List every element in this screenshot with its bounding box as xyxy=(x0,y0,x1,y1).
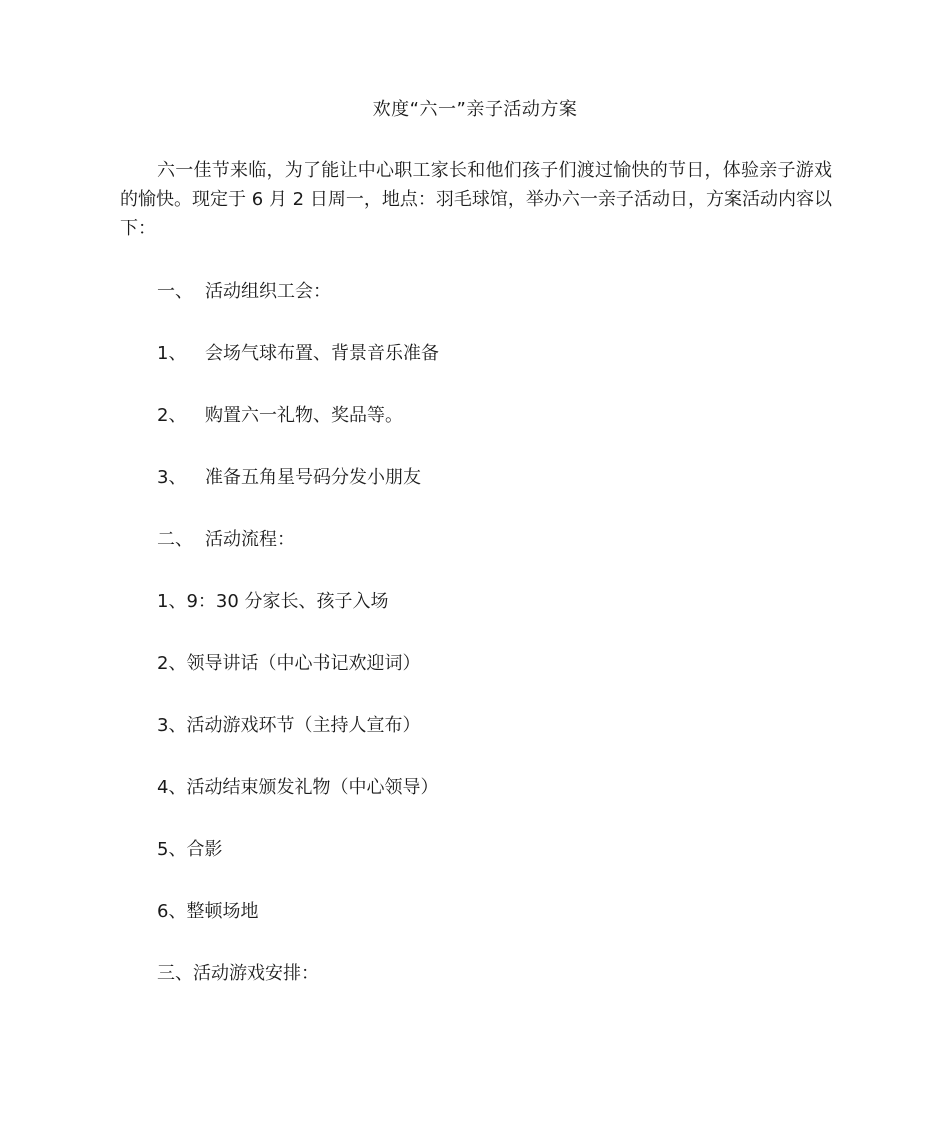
list-item-number: 2、 xyxy=(157,405,187,426)
list-item xyxy=(157,341,439,367)
intro-paragraph: 六一佳节来临，为了能让中心职工家长和他们孩子们渡过愉快的节日，体验亲子游戏的愉快。现定于 6 月 2 日周一，地点：羽毛球馆，举办六一亲子活动日，方案活动内容以下： xyxy=(120,160,832,239)
flow-step: 5、合影 xyxy=(157,839,223,860)
section-2-title: 活动流程： xyxy=(205,529,295,550)
list-item-number: 1、 xyxy=(157,343,187,364)
section-1-title: 活动组织工会： xyxy=(205,281,331,302)
section-1-number: 一、 xyxy=(157,281,193,302)
document-title: 欢度“六一”亲子活动方案 xyxy=(372,99,578,120)
section-2-heading xyxy=(157,527,295,553)
section-3-heading: 三、活动游戏安排： xyxy=(157,963,319,984)
list-item-text: 准备五角星号码分发小朋友 xyxy=(205,467,421,488)
flow-step: 2、领导讲话（中心书记欢迎词） xyxy=(157,653,421,674)
flow-step: 4、活动结束颁发礼物（中心领导） xyxy=(157,777,439,798)
flow-step: 6、整顿场地 xyxy=(157,901,259,922)
list-item xyxy=(157,465,421,491)
list-item-text: 会场气球布置、背景音乐准备 xyxy=(205,343,439,364)
list-item-number: 3、 xyxy=(157,467,187,488)
list-item-text: 购置六一礼物、奖品等。 xyxy=(205,405,403,426)
flow-step: 3、活动游戏环节（主持人宣布） xyxy=(157,715,421,736)
flow-step: 1、9：30 分家长、孩子入场 xyxy=(157,591,389,612)
list-item xyxy=(157,403,403,429)
section-1-heading xyxy=(157,279,331,305)
section-2-number: 二、 xyxy=(157,529,193,550)
